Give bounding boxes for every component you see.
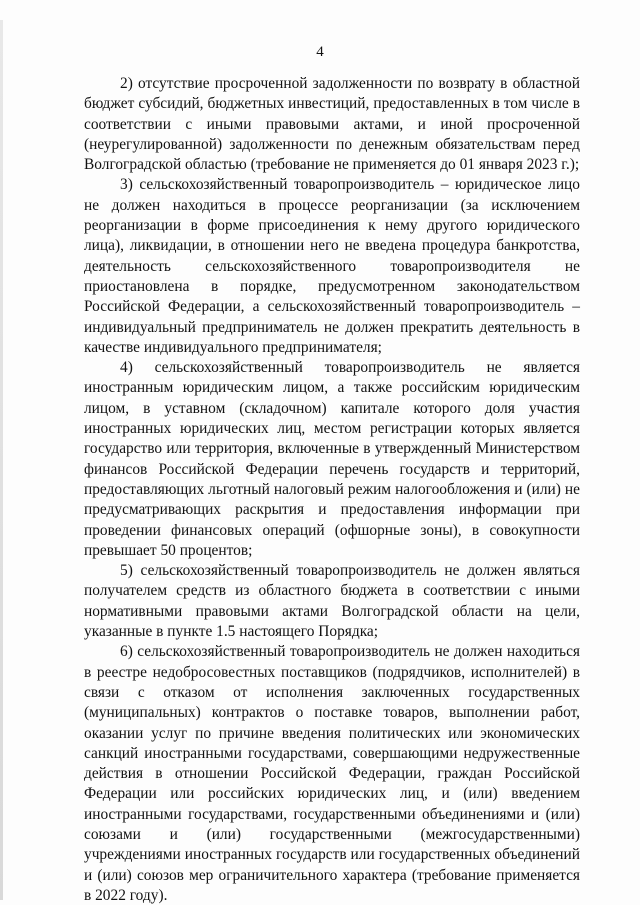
paragraph-item-2: 2) отсутствие просроченной задолженности по возврату в областной бюджет субсидий, бюджетных инвестиций, предоставленных в том числе в соответствии с иными правовыми актами, и иной просроченной (неурегулированной) задолженности по денежным обязательствам перед Волгоградской областью (требование не применяется до 01 января 2023 г.);	[84, 75, 580, 174]
document-body	[84, 74, 580, 906]
scan-edge	[0, 20, 3, 900]
paragraph-item-6: 6) сельскохозяйственный товаропроизводитель не должен находиться в реестре недобросовестных поставщиков (подрядчиков, исполнителей) в связи с отказом от исполнения заключенных государственных (муниципальных) контрактов о поставке товаров, выполнении работ, оказании услуг по причине введения политических или экономических санкций иностранными государствами, совершающими недружественные действия в отношении Российской Федерации, граждан Российской Федерации или российских юридических лиц, и (или) введением иностранными государствами, государственными объединениями и (или) союзами и (или) государственными (межгосударственными) учреждениями иностранных государств или государственных объединений и (или) союзов мер ограничительного характера (требование применяется в 2022 году).	[84, 643, 580, 904]
paragraph-item-5: 5) сельскохозяйственный товаропроизводитель не должен являться получателем средств из областного бюджета в соответствии с иными нормативными правовыми актами Волгоградской области на цели, указанные в пункте 1.5 настоящего Порядка;	[84, 562, 580, 641]
page-number: 4	[316, 44, 324, 60]
paragraph-item-4: 4) сельскохозяйственный товаропроизводитель не является иностранным юридическим лицом, а также российским юридическим лицом, в уставном (складочном) капитале которого доля участия иностранных юридических лиц, местом регистрации которых является государство или территория, включенные в утвержденный Министерством финансов Российской Федерации перечень государств и территорий, предоставляющих льготный налоговый режим налогообложения и (или) не предусматривающих раскрытия и предоставления информации при проведении финансовых операций (офшорные зоны), в совокупности превышает 50 процентов;	[84, 359, 580, 559]
paragraph-item-3: 3) сельскохозяйственный товаропроизводитель – юридическое лицо не должен находиться в процессе реорганизации (за исключением реорганизации в форме присоединения к нему другого юридического лица), ликвидации, в отношении него не введена процедура банкротства, деятельность сельскохозяйственного товаропроизводителя не приостановлена в порядке, предусмотренном законодательством Российской Федерации, а сельскохозяйственный товаропроизводитель – индивидуальный предприниматель не должен прекратить деятельность в качестве индивидуального предпринимателя;	[84, 176, 580, 356]
